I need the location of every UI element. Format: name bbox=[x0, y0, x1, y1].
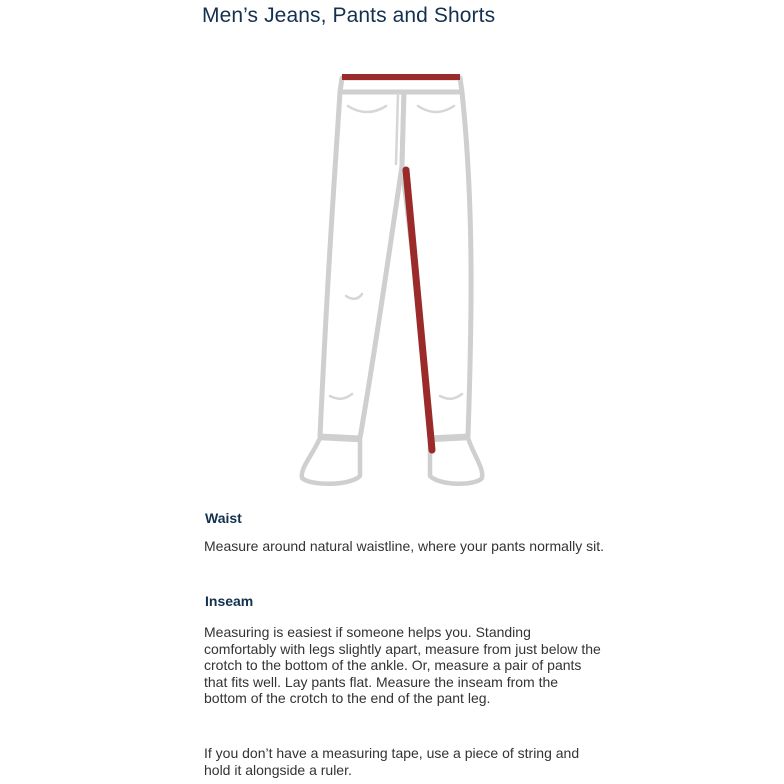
shoes bbox=[302, 438, 482, 484]
pants-outline bbox=[320, 78, 471, 438]
inseam-heading: Inseam bbox=[205, 593, 254, 609]
inseam-description: Measuring is easiest if someone helps you. Standing comfortably with legs slightly apart, measure from just below the crotch to the bottom of the ankle. Or, measure a pair of pants that fits well. Lay pants flat. Measure the inseam from the bottom of the crotch to the end of the pant leg. bbox=[204, 624, 601, 707]
page-title: Men’s Jeans, Pants and Shorts bbox=[202, 4, 496, 27]
measuring-tip: If you don’t have a measuring tape, use a piece of string and hold it alongside a ruler. bbox=[204, 745, 580, 778]
pants-measurement-diagram bbox=[290, 66, 500, 496]
waist-heading: Waist bbox=[205, 510, 242, 526]
waist-description: Measure around natural waistline, where your pants normally sit. bbox=[204, 538, 604, 554]
